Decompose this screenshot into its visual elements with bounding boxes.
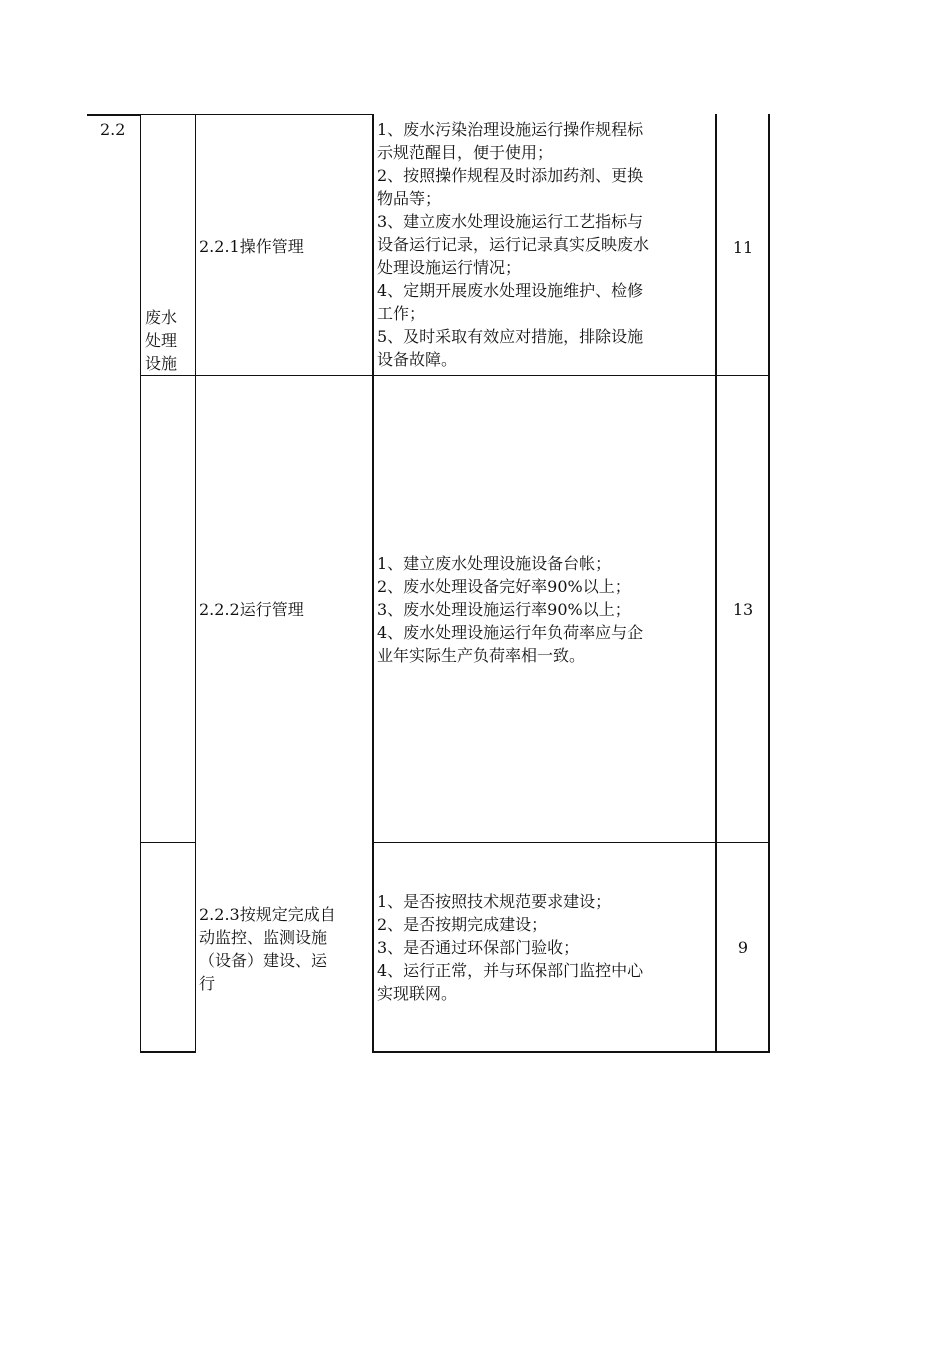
category-label-line: 设施 <box>145 354 178 373</box>
category-label-line: 处理 <box>145 331 178 350</box>
item-2-2-2: 2.2.2运行管理 <box>199 600 304 619</box>
item-line: （设备）建设、运 <box>199 951 328 970</box>
row-border-1c <box>373 375 769 376</box>
category-label-line: 废水 <box>145 308 178 327</box>
requirement-line: 设备运行记录，运行记录真实反映废水 <box>377 235 650 254</box>
requirements-2-2-3 <box>377 890 643 1005</box>
item-line: 2.2.3按规定完成自 <box>199 905 336 924</box>
item-line: 动监控、监测设施 <box>199 928 328 947</box>
item-2-2-3 <box>199 903 336 995</box>
category-label <box>145 306 177 375</box>
requirement-line: 示规范醒目，便于使用； <box>377 143 554 162</box>
requirement-line: 实现联网。 <box>377 984 458 1003</box>
col-border-category-right <box>195 114 196 1052</box>
col-border-requirements-left <box>372 114 374 1053</box>
requirement-line: 处理设施运行情况； <box>377 258 522 277</box>
row-border-1b <box>195 375 373 376</box>
top-left-rule <box>87 114 141 116</box>
section-number: 2.2 <box>100 120 126 139</box>
requirement-line: 4、废水处理设施运行年负荷率应与企 <box>377 623 644 642</box>
requirement-line: 设备故障。 <box>377 350 458 369</box>
score-2-2-1: 11 <box>732 238 754 257</box>
col-border-category-left <box>140 114 141 1052</box>
requirement-line: 4、运行正常，并与环保部门监控中心 <box>377 961 644 980</box>
item-line: 行 <box>199 974 216 993</box>
requirement-line: 1、建立废水处理设施设备台帐； <box>377 554 612 573</box>
row-border-2 <box>141 842 195 843</box>
requirement-line: 2、按照操作规程及时添加药剂、更换 <box>377 166 644 185</box>
row-border-2c <box>373 842 769 843</box>
requirements-2-2-1 <box>377 118 649 371</box>
bottom-rule-requirements <box>372 1051 770 1053</box>
bottom-rule-category <box>140 1051 196 1053</box>
score-2-2-3: 9 <box>737 938 749 957</box>
item-2-2-1: 2.2.1操作管理 <box>199 237 304 256</box>
requirement-line: 物品等； <box>377 189 442 208</box>
requirement-line: 4、定期开展废水处理设施维护、检修 <box>377 281 644 300</box>
requirement-line: 2、废水处理设备完好率90%以上； <box>377 577 631 596</box>
row-border-1 <box>141 375 195 376</box>
requirement-line: 3、是否通过环保部门验收； <box>377 938 580 957</box>
requirement-line: 3、建立废水处理设施运行工艺指标与 <box>377 212 644 231</box>
requirement-line: 5、及时采取有效应对措施，排除设施 <box>377 327 644 346</box>
requirement-line: 工作； <box>377 304 426 323</box>
top-rule-category <box>141 114 372 115</box>
requirement-line: 3、废水处理设施运行率90%以上； <box>377 600 631 619</box>
requirement-line: 1、废水污染治理设施运行操作规程标 <box>377 120 644 139</box>
score-2-2-2: 13 <box>732 600 754 619</box>
requirements-2-2-2 <box>377 552 643 667</box>
requirement-line: 业年实际生产负荷率相一致。 <box>377 646 586 665</box>
requirement-line: 2、是否按期完成建设； <box>377 915 548 934</box>
requirement-line: 1、是否按照技术规范要求建设； <box>377 892 612 911</box>
